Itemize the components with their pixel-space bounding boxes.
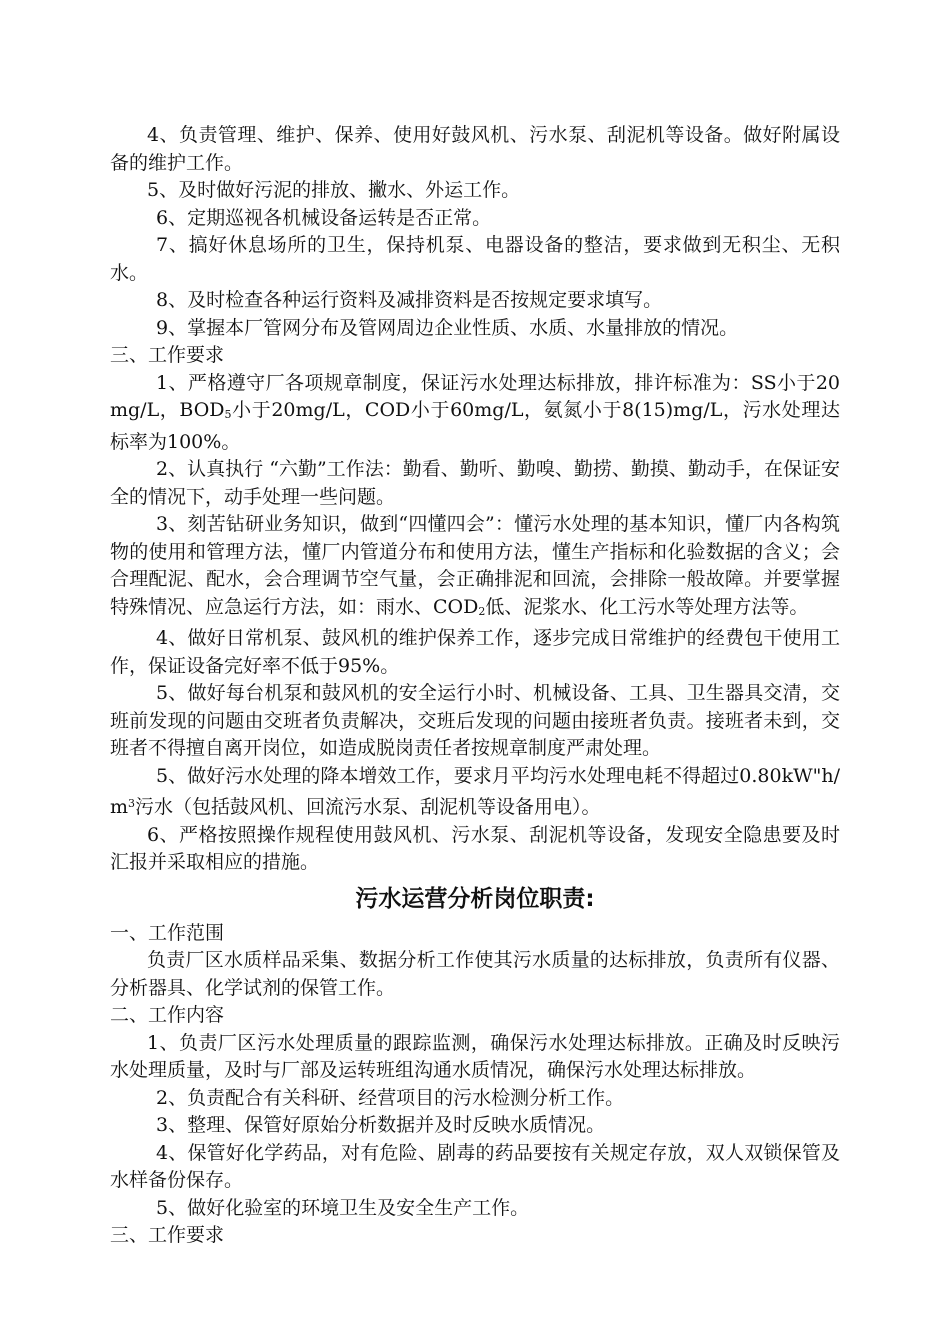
content-item-4: 4、保管好化学药品，对有危险、剧毒的药品要按有关规定存放，双人双锁保管及水样备份保存。 xyxy=(110,1141,840,1191)
duty-item-4: 4、负责管理、维护、保养、使用好鼓风机、污水泵、刮泥机等设备。做好附属设备的维护工作。 xyxy=(110,124,840,174)
requirement-item-1 xyxy=(110,370,840,457)
requirement-item-3-part-b: 低、泥浆水、化工污水等处理方法等。 xyxy=(485,595,809,618)
document-body xyxy=(110,122,840,1250)
duty-item-9: 9、掌握本厂管网分布及管网周边企业性质、水质、水量排放的情况。 xyxy=(156,316,739,339)
cubic-superscript: 3 xyxy=(128,797,136,810)
section-heading-content: 二、工作内容 xyxy=(110,1004,225,1026)
requirement-item-1-part-a: 1、严格遵守厂各项规章制度，保证污水处理达标排放，排许标准为：SS小于20mg/L，BOD xyxy=(110,371,840,421)
requirement-item-5: 5、做好每台机泵和鼓风机的安全运行小时、机械设备、工具、卫生器具交清，交班前发现的问题由交班者负责解决，交班后发现的问题由接班者负责。接班者未到，交班者不得擅自离开岗位，如造成脱岗责任者按规章制度严肃处理。 xyxy=(110,682,840,759)
duty-item-6: 6、定期巡视各机械设备运转是否正常。 xyxy=(156,206,492,229)
section-heading-scope: 一、工作范围 xyxy=(110,921,225,944)
duty-item-8: 8、及时检查各种运行资料及减排资料是否按规定要求填写。 xyxy=(156,289,663,311)
requirement-item-3 xyxy=(110,511,840,625)
content-item-3: 3、整理、保管好原始分析数据并及时反映水质情况。 xyxy=(156,1114,606,1136)
content-item-2: 2、负责配合有关科研、经营项目的污水检测分析工作。 xyxy=(156,1086,625,1109)
requirement-item-5b-part-a: 5、做好污水处理的降本增效工作，要求月平均污水处理电耗不得超过0.80kW"h/m xyxy=(110,764,840,818)
requirement-item-1-part-b: 小于20mg/L，COD小于60mg/L，氨氮小于8(15)mg/L，污水处理达标率为100%。 xyxy=(110,399,840,453)
cod-subscript: 2 xyxy=(478,604,486,618)
duty-item-5: 5、及时做好污泥的排放、撇水、外运工作。 xyxy=(147,179,521,201)
content-item-5: 5、做好化验室的环境卫生及安全生产工作。 xyxy=(156,1196,530,1219)
requirement-item-6: 6、严格按照操作规程使用鼓风机、污水泵、刮泥机等设备，发现安全隐患要及时汇报并采取相应的措施。 xyxy=(110,823,840,873)
content-item-1: 1、负责厂区污水处理质量的跟踪监测，确保污水处理达标排放。正确及时反映污水处理质量，及时与厂部及运转班组沟通水质情况，确保污水处理达标排放。 xyxy=(110,1031,840,1081)
scope-text: 负责厂区水质样品采集、数据分析工作使其污水质量的达标排放，负责所有仪器、分析器具、化学试剂的保管工作。 xyxy=(110,949,840,999)
page-title: 污水运营分析岗位职责: xyxy=(355,885,595,912)
section-heading-requirements: 三、工作要求 xyxy=(110,344,225,366)
section-heading-requirements-2: 三、工作要求 xyxy=(110,1224,225,1246)
requirement-item-3-part-a: 3、刻苦钻研业务知识，做到“四懂四会”：懂污水处理的基本知识，懂厂内各构筑物的使用和管理方法，懂厂内管道分布和使用方法，懂生产指标和化验数据的含义；会合理配泥、配水，会合理调节空气量，会正确排泥和回流，会排除一般故障。并要掌握特殊情况、应急运行方法，如：雨水、COD xyxy=(110,513,840,618)
bod-subscript: 5 xyxy=(224,408,232,421)
requirement-item-4: 4、做好日常机泵、鼓风机的维护保养工作，逐步完成日常维护的经费包干使用工作，保证设备完好率不低于95%。 xyxy=(110,627,840,677)
requirement-item-5b-part-b: 污水（包括鼓风机、回流污水泵、刮泥机等设备用电）。 xyxy=(135,796,601,818)
requirement-item-5b xyxy=(110,763,840,822)
duty-item-7: 7、搞好休息场所的卫生，保持机泵、电器设备的整洁，要求做到无积尘、无积水。 xyxy=(110,234,840,284)
requirement-item-2: 2、认真执行 “六勤”工作法：勤看、勤听、勤嗅、勤捞、勤摸、勤动手，在保证安全的情况下，动手处理一些问题。 xyxy=(110,458,840,508)
